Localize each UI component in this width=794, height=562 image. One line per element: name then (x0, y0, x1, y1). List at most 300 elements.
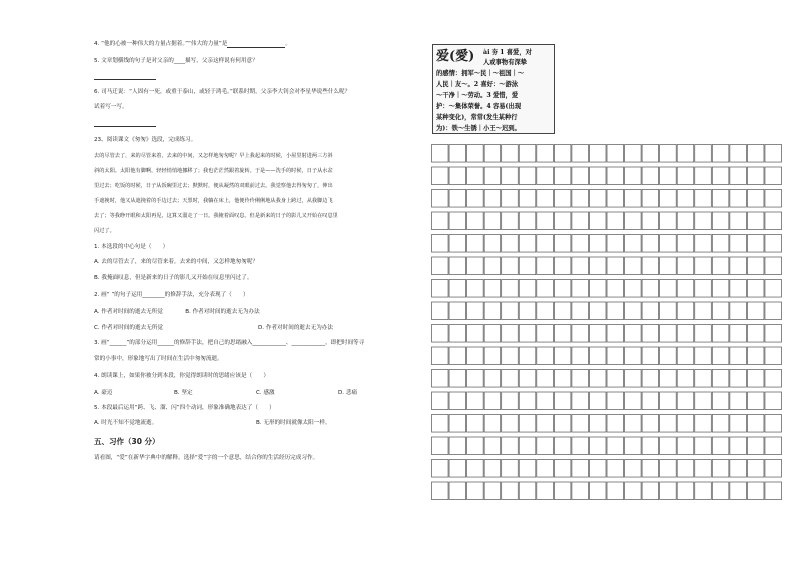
essay-grid-cell[interactable] (765, 460, 782, 478)
essay-grid-cell[interactable] (537, 392, 554, 410)
essay-grid-cell[interactable] (712, 212, 729, 230)
essay-grid-cell[interactable] (747, 145, 764, 163)
essay-grid-cell[interactable] (642, 302, 659, 320)
essay-grid-cell[interactable] (589, 392, 606, 410)
essay-grid-cell[interactable] (589, 167, 606, 185)
essay-grid-cell[interactable] (607, 190, 624, 208)
essay-grid-cell[interactable] (519, 167, 536, 185)
essay-grid-cell[interactable] (537, 280, 554, 298)
essay-grid-cell[interactable] (449, 302, 466, 320)
essay-grid-cell[interactable] (642, 482, 659, 500)
essay-grid-cell[interactable] (467, 437, 484, 455)
essay-grid-cell[interactable] (607, 460, 624, 478)
essay-grid-cell[interactable] (765, 167, 782, 185)
essay-grid-cell[interactable] (660, 235, 677, 253)
essay-grid-cell[interactable] (712, 437, 729, 455)
essay-grid-cell[interactable] (765, 190, 782, 208)
essay-grid-cell[interactable] (484, 392, 501, 410)
essay-grid-cell[interactable] (519, 437, 536, 455)
essay-grid-cell[interactable] (554, 212, 571, 230)
reading-q5-option-b[interactable]: B. 无形的时间就像太阳一样。 (256, 420, 331, 426)
essay-grid-cell[interactable] (484, 145, 501, 163)
essay-grid-cell[interactable] (712, 302, 729, 320)
essay-grid-cell[interactable] (712, 482, 729, 500)
essay-grid-cell[interactable] (712, 460, 729, 478)
essay-grid-cell[interactable] (625, 167, 642, 185)
essay-grid-cell[interactable] (677, 415, 694, 433)
essay-grid-cell[interactable] (677, 212, 694, 230)
essay-grid-cell[interactable] (747, 325, 764, 343)
essay-grid-cell[interactable] (695, 482, 712, 500)
essay-grid-cell[interactable] (502, 392, 519, 410)
essay-grid-cell[interactable] (730, 190, 747, 208)
essay-grid-cell[interactable] (660, 347, 677, 365)
essay-grid-cell[interactable] (677, 392, 694, 410)
essay-grid-cell[interactable] (730, 392, 747, 410)
essay-grid-cell[interactable] (467, 212, 484, 230)
essay-grid-cell[interactable] (677, 280, 694, 298)
essay-grid-cell[interactable] (484, 167, 501, 185)
essay-grid-cell[interactable] (432, 280, 449, 298)
essay-grid-cell[interactable] (554, 302, 571, 320)
essay-grid-cell[interactable] (467, 460, 484, 478)
essay-grid-cell[interactable] (677, 347, 694, 365)
essay-grid-cell[interactable] (695, 212, 712, 230)
essay-grid-cell[interactable] (642, 145, 659, 163)
essay-grid-cell[interactable] (695, 302, 712, 320)
essay-grid-cell[interactable] (467, 482, 484, 500)
essay-grid-cell[interactable] (660, 167, 677, 185)
essay-grid-cell[interactable] (607, 235, 624, 253)
question-6-answer-line[interactable] (94, 126, 156, 127)
essay-grid-cell[interactable] (660, 482, 677, 500)
essay-grid-cell[interactable] (432, 190, 449, 208)
essay-grid-cell[interactable] (467, 347, 484, 365)
essay-grid-cell[interactable] (730, 145, 747, 163)
essay-grid-cell[interactable] (695, 145, 712, 163)
essay-grid-cell[interactable] (449, 437, 466, 455)
essay-grid-cell[interactable] (677, 190, 694, 208)
essay-grid-cell[interactable] (432, 325, 449, 343)
essay-grid-cell[interactable] (712, 145, 729, 163)
essay-grid-cell[interactable] (449, 235, 466, 253)
essay-grid-cell[interactable] (502, 415, 519, 433)
essay-grid-cell[interactable] (519, 145, 536, 163)
essay-grid-cell[interactable] (484, 235, 501, 253)
essay-grid-cell[interactable] (502, 460, 519, 478)
essay-grid-cell[interactable] (467, 280, 484, 298)
essay-grid-cell[interactable] (642, 167, 659, 185)
essay-grid-cell[interactable] (607, 167, 624, 185)
essay-grid-cell[interactable] (747, 257, 764, 275)
essay-grid-cell[interactable] (607, 482, 624, 500)
essay-grid-cell[interactable] (572, 370, 589, 388)
essay-grid-cell[interactable] (625, 235, 642, 253)
essay-grid-cell[interactable] (484, 370, 501, 388)
essay-grid-cell[interactable] (625, 257, 642, 275)
essay-grid-cell[interactable] (695, 257, 712, 275)
essay-grid-cell[interactable] (537, 235, 554, 253)
essay-grid-cell[interactable] (677, 257, 694, 275)
essay-grid-cell[interactable] (747, 482, 764, 500)
essay-grid-cell[interactable] (730, 257, 747, 275)
essay-grid-cell[interactable] (712, 415, 729, 433)
essay-grid-cell[interactable] (730, 167, 747, 185)
essay-grid-cell[interactable] (607, 415, 624, 433)
essay-grid-cell[interactable] (502, 212, 519, 230)
essay-grid-cell[interactable] (660, 325, 677, 343)
essay-grid-cell[interactable] (432, 257, 449, 275)
essay-grid-cell[interactable] (589, 145, 606, 163)
essay-grid-cell[interactable] (765, 212, 782, 230)
essay-grid-cell[interactable] (449, 212, 466, 230)
essay-grid-cell[interactable] (747, 235, 764, 253)
essay-grid-cell[interactable] (625, 302, 642, 320)
essay-grid-cell[interactable] (747, 302, 764, 320)
essay-grid-cell[interactable] (572, 257, 589, 275)
essay-grid-cell[interactable] (572, 415, 589, 433)
essay-grid-cell[interactable] (765, 370, 782, 388)
essay-grid-cell[interactable] (589, 347, 606, 365)
essay-grid-cell[interactable] (642, 190, 659, 208)
essay-grid-cell[interactable] (537, 190, 554, 208)
essay-grid-cell[interactable] (695, 460, 712, 478)
essay-grid-cell[interactable] (642, 437, 659, 455)
essay-grid-cell[interactable] (625, 370, 642, 388)
essay-grid-cell[interactable] (432, 347, 449, 365)
essay-grid-cell[interactable] (519, 347, 536, 365)
essay-grid-cell[interactable] (660, 392, 677, 410)
essay-grid-cell[interactable] (765, 235, 782, 253)
essay-grid-cell[interactable] (765, 325, 782, 343)
essay-grid-cell[interactable] (519, 190, 536, 208)
essay-grid-cell[interactable] (730, 437, 747, 455)
essay-grid-cell[interactable] (484, 460, 501, 478)
essay-grid-cell[interactable] (747, 190, 764, 208)
essay-grid-cell[interactable] (642, 257, 659, 275)
essay-grid-cell[interactable] (572, 190, 589, 208)
essay-grid-cell[interactable] (537, 167, 554, 185)
essay-grid-cell[interactable] (660, 190, 677, 208)
essay-grid-cell[interactable] (537, 415, 554, 433)
essay-grid-cell[interactable] (695, 437, 712, 455)
reading-q2-option-c[interactable]: C. 作者对时间的逝去无所觉 (94, 325, 163, 331)
essay-grid-cell[interactable] (712, 392, 729, 410)
essay-grid-cell[interactable] (642, 212, 659, 230)
essay-grid-cell[interactable] (712, 370, 729, 388)
essay-grid-cell[interactable] (695, 392, 712, 410)
essay-grid-cell[interactable] (747, 370, 764, 388)
essay-grid-cell[interactable] (730, 415, 747, 433)
essay-grid-cell[interactable] (730, 347, 747, 365)
essay-grid-cell[interactable] (537, 437, 554, 455)
essay-grid-cell[interactable] (572, 460, 589, 478)
essay-grid-cell[interactable] (572, 145, 589, 163)
essay-grid-cell[interactable] (554, 370, 571, 388)
essay-grid-cell[interactable] (519, 325, 536, 343)
essay-grid-cell[interactable] (484, 302, 501, 320)
essay-grid-cell[interactable] (677, 325, 694, 343)
essay-grid-cell[interactable] (607, 302, 624, 320)
essay-grid-cell[interactable] (660, 212, 677, 230)
essay-grid-cell[interactable] (572, 392, 589, 410)
essay-grid-cell[interactable] (660, 257, 677, 275)
essay-grid-cell[interactable] (502, 482, 519, 500)
essay-grid-cell[interactable] (625, 145, 642, 163)
essay-grid-cell[interactable] (695, 167, 712, 185)
essay-grid-cell[interactable] (484, 257, 501, 275)
essay-grid-cell[interactable] (730, 280, 747, 298)
essay-grid-cell[interactable] (642, 370, 659, 388)
essay-grid-cell[interactable] (519, 302, 536, 320)
essay-grid-cell[interactable] (554, 235, 571, 253)
essay-grid-cell[interactable] (607, 370, 624, 388)
essay-grid-cell[interactable] (765, 347, 782, 365)
essay-grid-cell[interactable] (502, 190, 519, 208)
essay-grid-cell[interactable] (589, 212, 606, 230)
essay-grid-cell[interactable] (519, 212, 536, 230)
essay-grid-cell[interactable] (589, 460, 606, 478)
essay-grid-cell[interactable] (625, 482, 642, 500)
essay-grid-cell[interactable] (572, 167, 589, 185)
essay-grid-cell[interactable] (660, 280, 677, 298)
essay-grid-cell[interactable] (642, 280, 659, 298)
essay-grid-cell[interactable] (765, 392, 782, 410)
essay-grid-cell[interactable] (660, 302, 677, 320)
essay-grid-cell[interactable] (677, 235, 694, 253)
essay-grid-cell[interactable] (730, 325, 747, 343)
essay-grid-cell[interactable] (449, 257, 466, 275)
essay-grid-cell[interactable] (730, 212, 747, 230)
essay-grid-cell[interactable] (607, 347, 624, 365)
essay-grid-cell[interactable] (502, 280, 519, 298)
essay-grid-cell[interactable] (712, 347, 729, 365)
essay-grid-cell[interactable] (554, 460, 571, 478)
essay-grid-cell[interactable] (712, 325, 729, 343)
essay-grid-cell[interactable] (695, 325, 712, 343)
essay-grid-cell[interactable] (712, 235, 729, 253)
essay-grid-cell[interactable] (554, 145, 571, 163)
essay-grid-cell[interactable] (730, 235, 747, 253)
essay-grid-cell[interactable] (572, 347, 589, 365)
essay-grid-cell[interactable] (747, 392, 764, 410)
essay-grid-cell[interactable] (502, 325, 519, 343)
essay-grid-cell[interactable] (467, 325, 484, 343)
essay-grid-cell[interactable] (765, 437, 782, 455)
essay-grid-cell[interactable] (467, 190, 484, 208)
essay-grid-cell[interactable] (554, 482, 571, 500)
essay-grid-cell[interactable] (572, 235, 589, 253)
essay-grid-cell[interactable] (607, 437, 624, 455)
reading-q4-option-d[interactable]: D. 悲痛 (338, 390, 358, 396)
essay-grid-cell[interactable] (537, 302, 554, 320)
essay-grid-cell[interactable] (695, 370, 712, 388)
essay-grid-cell[interactable] (712, 257, 729, 275)
reading-q2-option-d[interactable]: D. 作者对时间的逝去无为办法 (258, 325, 333, 331)
essay-grid-cell[interactable] (554, 325, 571, 343)
reading-q4-option-b[interactable]: B. 坚定 (174, 390, 193, 396)
essay-grid-cell[interactable] (589, 302, 606, 320)
essay-grid-cell[interactable] (519, 482, 536, 500)
essay-grid-cell[interactable] (519, 235, 536, 253)
essay-grid-cell[interactable] (537, 347, 554, 365)
essay-grid-cell[interactable] (589, 257, 606, 275)
essay-grid-cell[interactable] (432, 212, 449, 230)
essay-grid-cell[interactable] (660, 460, 677, 478)
essay-grid-cell[interactable] (607, 280, 624, 298)
essay-grid-cell[interactable] (625, 190, 642, 208)
essay-grid-cell[interactable] (449, 392, 466, 410)
essay-grid-cell[interactable] (660, 370, 677, 388)
essay-grid-cell[interactable] (554, 415, 571, 433)
essay-grid-cell[interactable] (747, 460, 764, 478)
essay-grid-cell[interactable] (572, 280, 589, 298)
essay-grid-cell[interactable] (467, 370, 484, 388)
essay-grid-cell[interactable] (589, 325, 606, 343)
essay-grid-cell[interactable] (502, 347, 519, 365)
essay-grid-cell[interactable] (747, 212, 764, 230)
essay-grid-cell[interactable] (432, 167, 449, 185)
essay-grid-cell[interactable] (695, 235, 712, 253)
essay-writing-grid[interactable] (431, 144, 782, 504)
essay-grid-cell[interactable] (730, 460, 747, 478)
essay-grid-cell[interactable] (747, 167, 764, 185)
essay-grid-cell[interactable] (484, 190, 501, 208)
essay-grid-cell[interactable] (677, 167, 694, 185)
essay-grid-cell[interactable] (432, 415, 449, 433)
essay-grid-cell[interactable] (695, 415, 712, 433)
essay-grid-cell[interactable] (484, 437, 501, 455)
essay-grid-cell[interactable] (554, 257, 571, 275)
essay-grid-cell[interactable] (554, 437, 571, 455)
essay-grid-cell[interactable] (519, 257, 536, 275)
essay-grid-cell[interactable] (625, 415, 642, 433)
essay-grid-cell[interactable] (554, 347, 571, 365)
essay-grid-cell[interactable] (572, 437, 589, 455)
essay-grid-cell[interactable] (502, 167, 519, 185)
essay-grid-cell[interactable] (449, 415, 466, 433)
essay-grid-cell[interactable] (537, 460, 554, 478)
essay-grid-cell[interactable] (449, 325, 466, 343)
essay-grid-cell[interactable] (502, 145, 519, 163)
essay-grid-cell[interactable] (589, 190, 606, 208)
essay-grid-cell[interactable] (502, 370, 519, 388)
essay-grid-cell[interactable] (467, 392, 484, 410)
essay-grid-cell[interactable] (677, 437, 694, 455)
reading-q5-option-a[interactable]: A. 时光不知不觉地流逝。 (94, 420, 158, 426)
essay-grid-cell[interactable] (747, 280, 764, 298)
reading-q2-option-ab[interactable]: A. 作者对时间的逝去无所觉 B. 作者对时间的逝去无为办法 (94, 309, 260, 315)
essay-grid-cell[interactable] (432, 145, 449, 163)
question-4-answer-blank[interactable] (227, 41, 285, 48)
essay-grid-cell[interactable] (730, 302, 747, 320)
question-5-answer-line[interactable] (94, 79, 156, 80)
essay-grid-cell[interactable] (554, 167, 571, 185)
essay-grid-cell[interactable] (432, 482, 449, 500)
essay-grid-cell[interactable] (484, 212, 501, 230)
essay-grid-cell[interactable] (572, 302, 589, 320)
essay-grid-cell[interactable] (537, 370, 554, 388)
essay-grid-cell[interactable] (642, 460, 659, 478)
essay-grid-cell[interactable] (660, 145, 677, 163)
essay-grid-cell[interactable] (432, 302, 449, 320)
essay-grid-cell[interactable] (467, 167, 484, 185)
essay-grid-cell[interactable] (554, 190, 571, 208)
essay-grid-cell[interactable] (589, 235, 606, 253)
essay-grid-cell[interactable] (695, 190, 712, 208)
essay-grid-cell[interactable] (449, 190, 466, 208)
essay-grid-cell[interactable] (660, 415, 677, 433)
essay-grid-cell[interactable] (589, 437, 606, 455)
essay-grid-cell[interactable] (642, 415, 659, 433)
essay-grid-cell[interactable] (712, 167, 729, 185)
essay-grid-cell[interactable] (765, 280, 782, 298)
essay-grid-cell[interactable] (747, 347, 764, 365)
essay-grid-cell[interactable] (449, 460, 466, 478)
essay-grid-cell[interactable] (625, 280, 642, 298)
essay-grid-cell[interactable] (625, 460, 642, 478)
essay-grid-cell[interactable] (502, 257, 519, 275)
essay-grid-cell[interactable] (730, 370, 747, 388)
essay-grid-cell[interactable] (677, 302, 694, 320)
essay-grid-cell[interactable] (625, 392, 642, 410)
essay-grid-cell[interactable] (449, 280, 466, 298)
essay-grid-cell[interactable] (589, 280, 606, 298)
reading-q4-option-a[interactable]: A. 豪迈 (94, 390, 113, 396)
essay-grid-cell[interactable] (554, 392, 571, 410)
essay-grid-cell[interactable] (449, 167, 466, 185)
essay-grid-cell[interactable] (467, 415, 484, 433)
essay-grid-cell[interactable] (589, 482, 606, 500)
essay-grid-cell[interactable] (677, 482, 694, 500)
essay-grid-cell[interactable] (537, 257, 554, 275)
essay-grid-cell[interactable] (677, 370, 694, 388)
essay-grid-cell[interactable] (484, 482, 501, 500)
essay-grid-cell[interactable] (572, 325, 589, 343)
essay-grid-cell[interactable] (449, 347, 466, 365)
essay-grid-cell[interactable] (519, 370, 536, 388)
essay-grid-cell[interactable] (432, 460, 449, 478)
essay-grid-cell[interactable] (677, 145, 694, 163)
essay-grid-cell[interactable] (467, 257, 484, 275)
essay-grid-cell[interactable] (642, 235, 659, 253)
essay-grid-cell[interactable] (519, 460, 536, 478)
essay-grid-cell[interactable] (502, 235, 519, 253)
essay-grid-cell[interactable] (747, 415, 764, 433)
essay-grid-cell[interactable] (625, 212, 642, 230)
essay-grid-cell[interactable] (537, 482, 554, 500)
essay-grid-cell[interactable] (432, 370, 449, 388)
essay-grid-cell[interactable] (484, 280, 501, 298)
essay-grid-cell[interactable] (467, 302, 484, 320)
essay-grid-cell[interactable] (484, 325, 501, 343)
essay-grid-cell[interactable] (712, 190, 729, 208)
essay-grid-cell[interactable] (432, 437, 449, 455)
essay-grid-cell[interactable] (589, 370, 606, 388)
essay-grid-cell[interactable] (607, 392, 624, 410)
essay-grid-cell[interactable] (537, 212, 554, 230)
essay-grid-cell[interactable] (537, 145, 554, 163)
essay-grid-cell[interactable] (642, 325, 659, 343)
essay-grid-cell[interactable] (519, 392, 536, 410)
essay-grid-cell[interactable] (765, 257, 782, 275)
essay-grid-cell[interactable] (625, 347, 642, 365)
essay-grid-cell[interactable] (765, 415, 782, 433)
essay-grid-cell[interactable] (467, 145, 484, 163)
essay-grid-cell[interactable] (747, 437, 764, 455)
essay-grid-cell[interactable] (765, 302, 782, 320)
essay-grid-cell[interactable] (712, 280, 729, 298)
